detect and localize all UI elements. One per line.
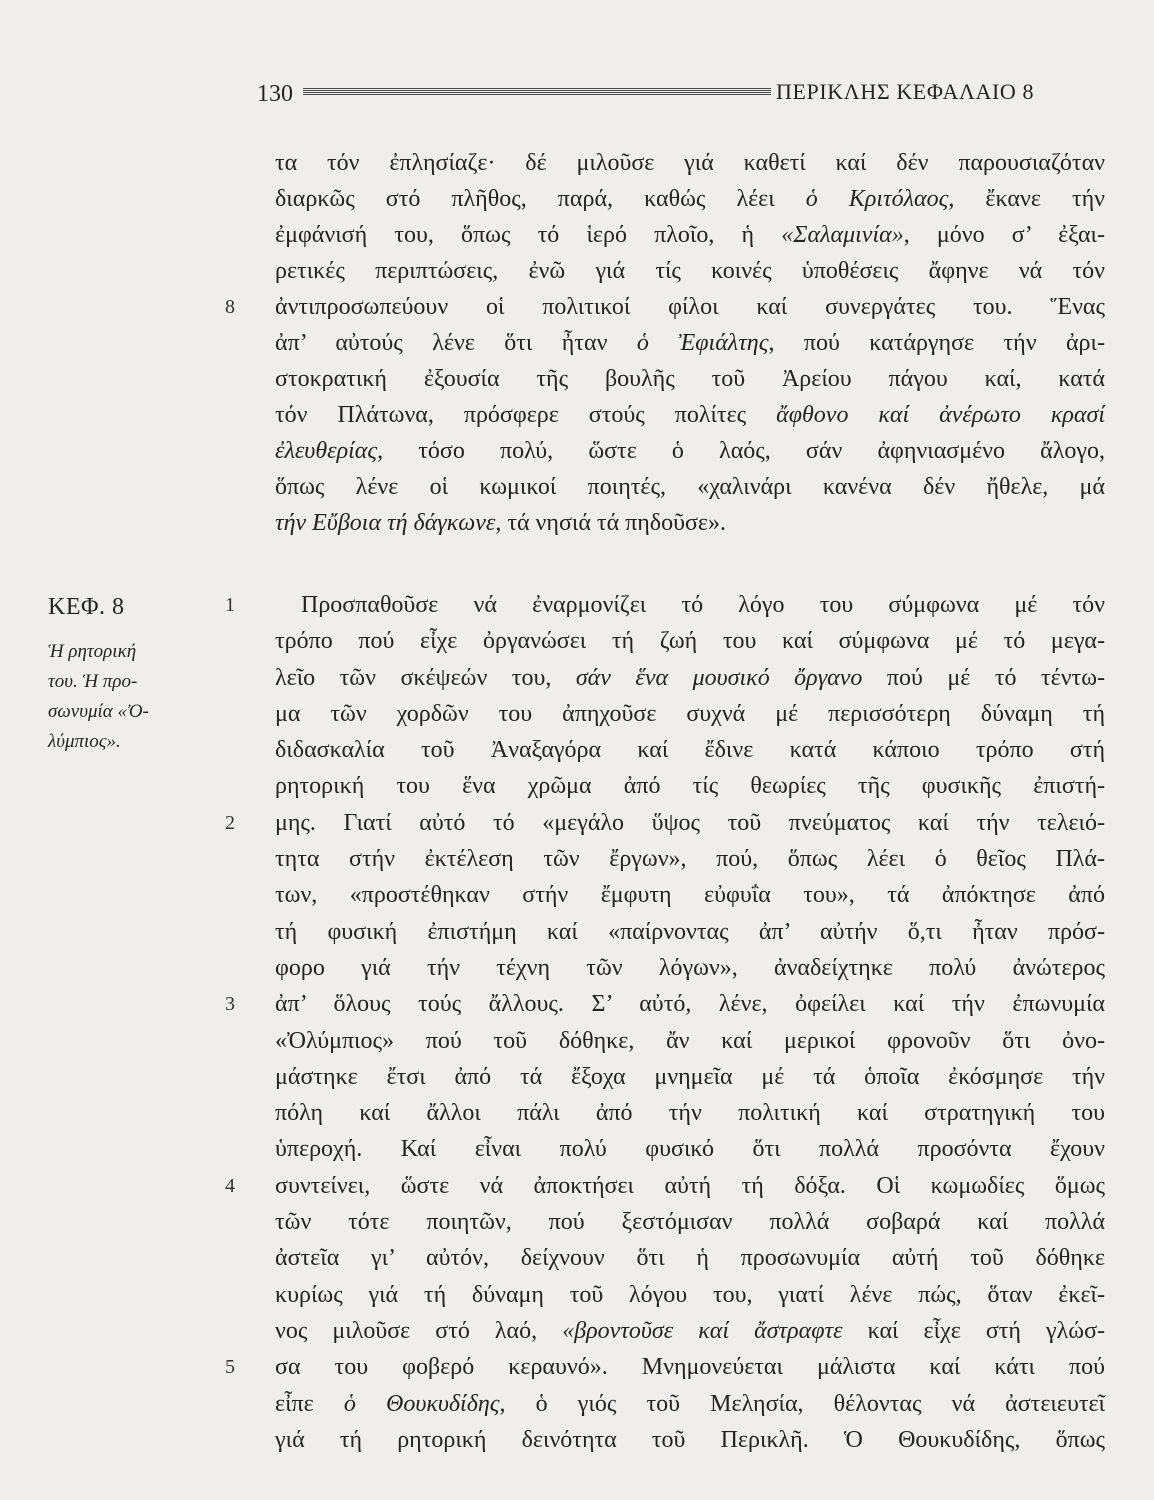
running-title: ΠΕΡΙΚΛΗΣ ΚΕΦΑΛΑΙΟ 8: [776, 79, 1035, 104]
text-line: [275, 1277, 1105, 1313]
section-number: 3: [225, 993, 235, 1016]
line-text: των, «προστέθηκαν στήν ἔμφυτη εὐφυΐα του», τά ἀπόκτησε ἀπό: [275, 882, 1105, 909]
text-line: [225, 587, 1105, 623]
italic-phrase: ἐλευθερίας: [275, 438, 378, 464]
line-text: ἀντιπροσωπεύουν οἱ πολιτικοί φίλοι καί συνεργάτες του. Ἕνας: [275, 294, 1105, 320]
text-line: [275, 841, 1105, 877]
text-line: [275, 433, 1105, 469]
text-line: [225, 1349, 1105, 1385]
line-text: Προσπαθοῦσε νά ἐναρμονίζει τό λόγο του σύμφωνα μέ τόν: [301, 592, 1105, 618]
line-text: κυρίως γιά τή δύναμη τοῦ λόγου του, γιατί λένε πώς, ὅταν ἐκεῖ-: [275, 1281, 1105, 1308]
line-text: τή φυσική ἐπιστήμη καί «παίρνοντας ἀπ’ αὐτήν ὅ,τι ἦταν πρόσ-: [275, 918, 1105, 945]
italic-phrase: «Σαλαμινία»: [781, 222, 904, 248]
text-line: [275, 950, 1105, 986]
italic-phrase: «βροντοῦσε καί ἄστραφτε: [562, 1317, 843, 1344]
text-line: [275, 505, 1105, 541]
section-number: 5: [225, 1356, 235, 1379]
line-text: μα τῶν χορδῶν του ἀπηχοῦσε συχνά μέ περισσότερη δύναμη τή: [275, 700, 1105, 727]
text-line: [275, 325, 1105, 361]
text-line: [275, 1204, 1105, 1240]
text-line: [225, 1168, 1105, 1204]
text-line: [275, 469, 1105, 505]
line-text: τήν Εὔβοια τή δάγκωνε, τά νησιά τά πηδοῦσε».: [275, 510, 727, 536]
italic-phrase: ὁ Ἐφιάλτης: [636, 330, 769, 356]
section-number: 1: [225, 594, 235, 616]
line-text: ὅπως λένε οἱ κωμικοί ποιητές, «χαλινάρι κανένα δέν ἤθελε, μά: [275, 474, 1105, 500]
section-number: 8: [225, 296, 235, 318]
line-text: συντείνει, ὥστε νά ἀποκτήσει αὐτή τή δόξα. Οἱ κωμωδίες ὅμως: [275, 1172, 1105, 1199]
italic-phrase: ὁ Θουκυδίδης: [343, 1390, 500, 1417]
line-text: ὑπεροχή. Καί εἶναι πολύ φυσικό ὅτι πολλά προσόντα ἔχουν: [275, 1136, 1105, 1163]
line-text: νος μιλοῦσε στό λαό, «βροντοῦσε καί ἄστραφτε καί εἶχε στή γλώσ-: [275, 1317, 1105, 1344]
chapter-label: ΚΕΦ. 8: [48, 594, 125, 620]
line-text: τόν Πλάτωνα, πρόσφερε στούς πολίτες ἄφθονο καί ἀνέρωτο κρασί: [275, 402, 1105, 428]
text-line: [275, 877, 1105, 913]
line-text: εἶπε ὁ Θουκυδίδης, ὁ γιός τοῦ Μελησία, θέλοντας νά ἀστειευτεῖ: [275, 1390, 1106, 1417]
line-text: μάστηκε ἔτσι ἀπό τά ἔξοχα μνημεῖα μέ τά ὁποῖα ἐκόσμησε τήν: [275, 1063, 1105, 1090]
text-line: [275, 1023, 1105, 1059]
italic-phrase: σάν ἕνα μουσικό ὄργανο: [575, 664, 863, 691]
text-line: [275, 1059, 1105, 1095]
text-line: [275, 696, 1105, 732]
text-line: [275, 660, 1105, 696]
line-text: ρετικές περιπτώσεις, ἐνῶ γιά τίς κοινές ὑποθέσεις ἄφηνε νά τόν: [275, 258, 1105, 284]
line-text: μης. Γιατί αὐτό τό «μεγάλο ὕψος τοῦ πνεύματος καί τήν τελειό-: [275, 809, 1105, 836]
line-text: ἀστεῖα γι’ αὐτόν, δείχνουν ὅτι ἡ προσωνυμία αὐτή τοῦ δόθηκε: [275, 1245, 1105, 1272]
line-text: φορο γιά τήν τέχνη τῶν λόγων», ἀναδείχτηκε πολύ ἀνώτερος: [275, 954, 1105, 981]
text-line: [275, 768, 1105, 804]
italic-phrase: τήν Εὔβοια τή δάγκωνε: [275, 510, 496, 536]
text-line: [225, 805, 1105, 841]
section-number: 4: [225, 1174, 235, 1197]
line-text: ἐλευθερίας, τόσο πολύ, ὥστε ὁ λαός, σάν ἀφηνιασμένο ἄλογο,: [275, 438, 1105, 464]
line-text: γιά τή ρητορική δεινότητα τοῦ Περικλῆ. Ὁ Θουκυδίδης, ὅπως: [275, 1426, 1105, 1453]
text-line: [225, 289, 1105, 325]
text-line: [275, 914, 1105, 950]
text-line: [275, 1386, 1105, 1422]
text-line: [275, 1422, 1105, 1458]
text-line: [275, 361, 1105, 397]
text-line: [275, 1313, 1105, 1349]
line-text: ἀπ’ αὐτούς λένε ὅτι ἦταν ὁ Ἐφιάλτης, πού κατάργησε τήν ἀρι-: [275, 330, 1105, 356]
text-line: [275, 217, 1105, 253]
text-line: [275, 397, 1105, 433]
text-line: [275, 1095, 1105, 1131]
section-number: 2: [225, 811, 235, 834]
text-line: [275, 1131, 1105, 1167]
line-text: τρόπο πού εἶχε ὀργανώσει τή ζωή του καί σύμφωνα μέ τό μεγα-: [275, 628, 1105, 655]
line-text: ρητορική του ἕνα χρῶμα ἀπό τίς θεωρίες τῆς φυσικῆς ἐπιστή-: [275, 773, 1105, 800]
text-line: [275, 732, 1105, 768]
italic-phrase: ὁ Κριτόλαος: [805, 186, 949, 212]
line-text: ἀπ’ ὅλους τούς ἄλλους. Σ’ αὐτό, λένε, ὀφείλει καί τήν ἐπωνυμία: [275, 991, 1105, 1018]
line-text: τα τόν ἐπλησίαζε· δέ μιλοῦσε γιά καθετί καί δέν παρουσιαζόταν: [275, 150, 1105, 176]
side-note: [48, 637, 149, 757]
side-note-line: λύμπιος».: [48, 731, 121, 752]
line-text: ἐμφάνισή του, ὅπως τό ἱερό πλοῖο, ἡ «Σαλαμινία», μόνο σ’ ἐξαι-: [275, 222, 1106, 248]
header-rule: [303, 88, 771, 95]
text-block-paragraph: [225, 587, 1106, 1458]
text-line: [275, 145, 1105, 181]
text-line: [225, 986, 1105, 1022]
text-block-continuation: [225, 145, 1106, 541]
line-text: διαρκῶς στό πλῆθος, παρά, καθώς λέει ὁ Κριτόλαος, ἔκανε τήν: [275, 186, 1106, 212]
line-text: λεῖο τῶν σκέψεών του, σάν ἕνα μουσικό ὄργανο πού μέ τό τέντω-: [275, 664, 1105, 691]
line-text: πόλη καί ἄλλοι πάλι ἀπό τήν πολιτική καί στρατηγική του: [275, 1100, 1105, 1127]
line-text: διδασκαλία τοῦ Ἀναξαγόρα καί ἔδινε κατά κάποιο τρόπο στή: [275, 737, 1105, 764]
line-text: στοκρατική ἐξουσία τῆς βουλῆς τοῦ Ἀρείου πάγου καί, κατά: [275, 366, 1105, 392]
line-text: «Ὀλύμπιος» πού τοῦ δόθηκε, ἄν καί μερικοί φρονοῦν ὅτι ὀνο-: [275, 1027, 1105, 1054]
side-note-line: σωνυμία «Ὀ-: [48, 701, 149, 722]
side-note-line: του. Ἡ προ-: [48, 671, 138, 692]
line-text: τῶν τότε ποιητῶν, πού ξεστόμισαν πολλά σοβαρά καί πολλά: [275, 1209, 1105, 1236]
page-number: 130: [257, 81, 293, 107]
side-note-line: Ἡ ρητορική: [48, 641, 137, 662]
margin-note: [48, 593, 149, 757]
text-line: [275, 253, 1105, 289]
italic-phrase: ἄφθονο καί ἀνέρωτο κρασί: [776, 402, 1105, 428]
text-line: [275, 181, 1105, 217]
text-line: [275, 1240, 1105, 1276]
line-text: σα του φοβερό κεραυνό». Μνημονεύεται μάλιστα καί κάτι πού: [275, 1354, 1105, 1381]
line-text: τητα στήν ἐκτέλεση τῶν ἔργων», πού, ὅπως λέει ὁ θεῖος Πλά-: [275, 846, 1105, 873]
text-line: [275, 623, 1105, 659]
